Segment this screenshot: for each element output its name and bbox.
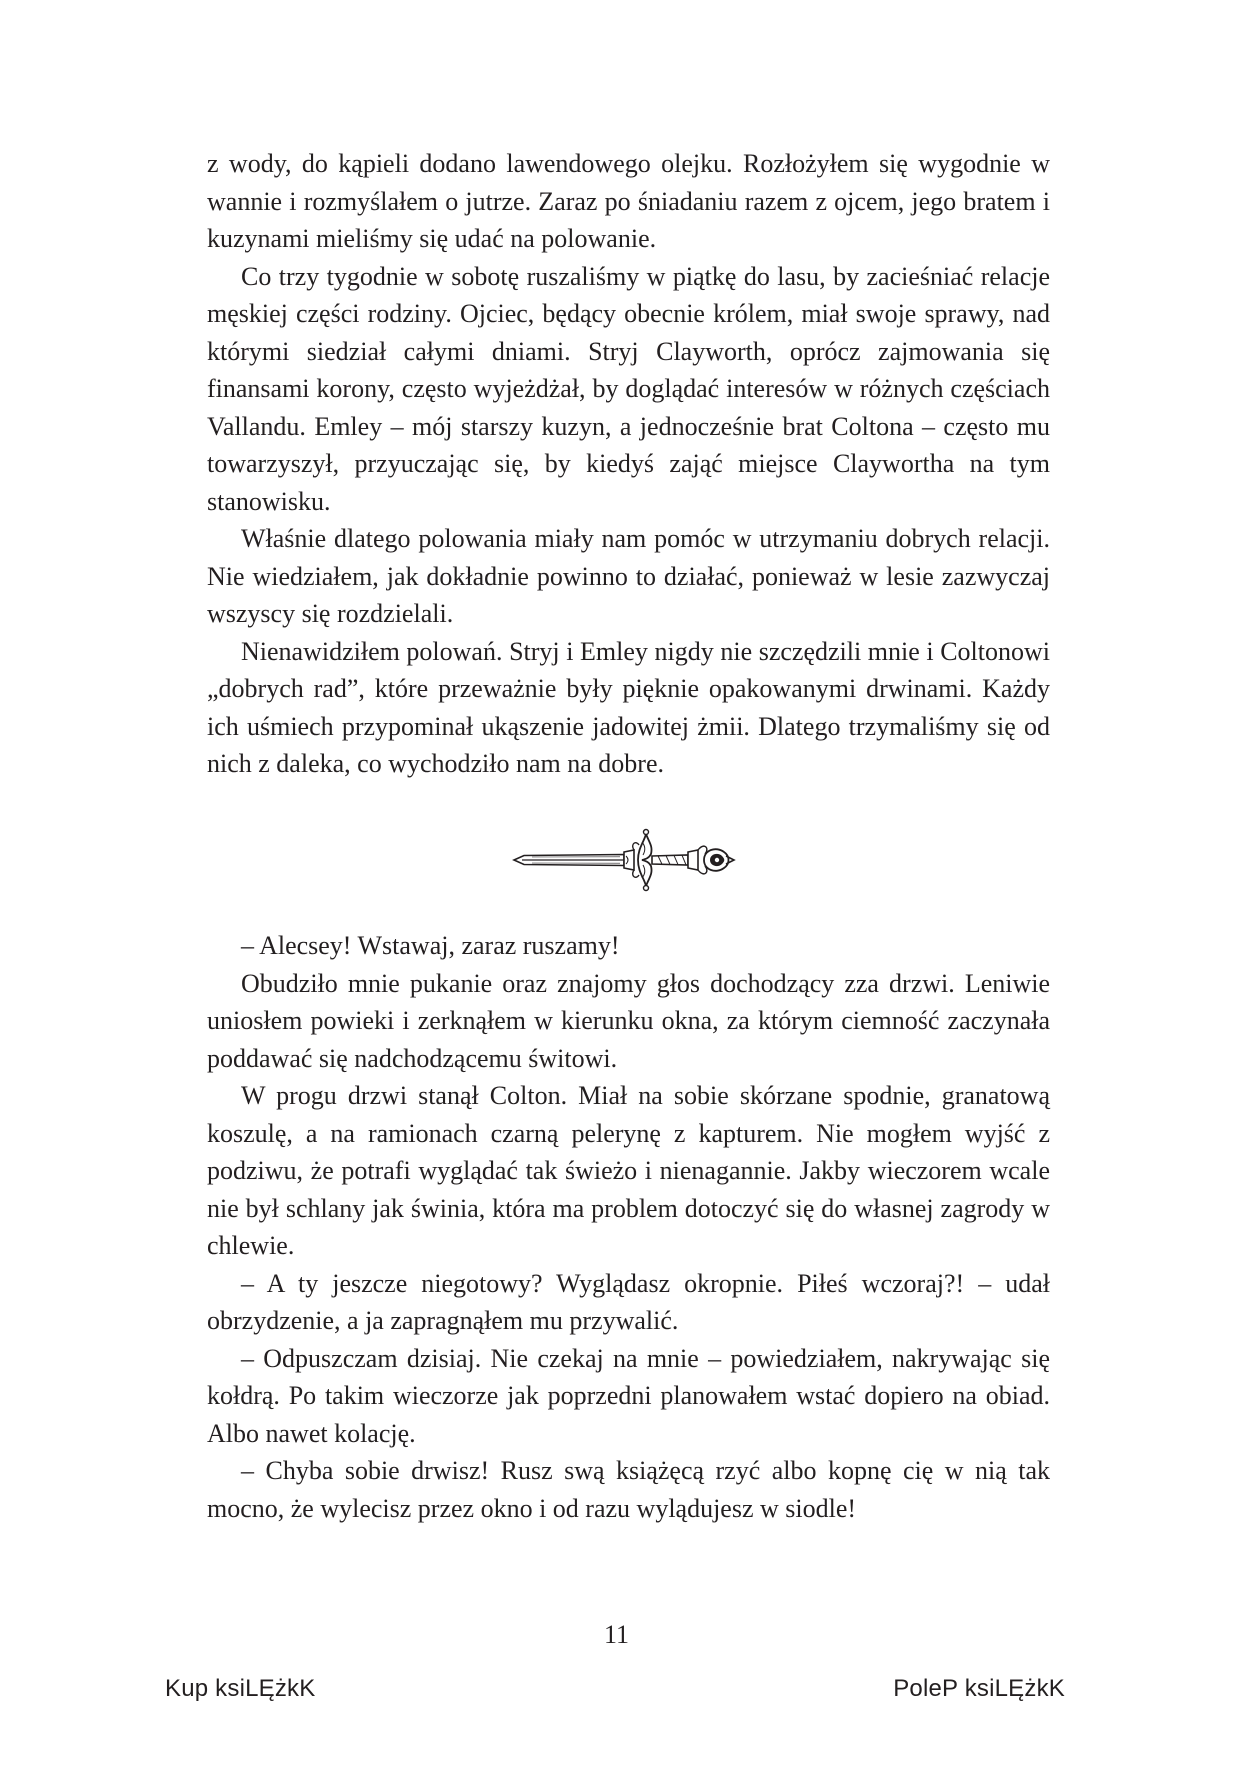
paragraph: Właśnie dlatego polowania miały nam pomóc w utrzymaniu dobrych relacji. Nie wiedziałem, jak dokładnie powinno to działać, ponieważ w lesie zazwyczaj wszyscy się rozdzielali. (207, 524, 1050, 628)
paragraph: W progu drzwi stanął Colton. Miał na sobie skórzane spodnie, granatową koszulę, a na ramionach czarną pelerynę z kapturem. Nie mogłem wyjść z podziwu, że potrafi wyglądać tak świeżo i nienagannie. Jakby wieczorem wcale nie był schlany jak świnia, która ma problem dotoczyć się do własnej zagrody w chlewie. (207, 1081, 1050, 1260)
buy-book-link[interactable]: Kup ksiLĘżkK (165, 1675, 316, 1702)
text-section-one (207, 145, 1050, 783)
recommend-book-link[interactable]: PoleP ksiLĘżkK (893, 1675, 1065, 1702)
page-number: 11 (603, 1620, 630, 1649)
sword-divider-icon (512, 828, 738, 892)
dialogue-line: – Alecsey! Wstawaj, zaraz ruszamy! (241, 931, 620, 960)
paragraph: Nienawidziłem polowań. Stryj i Emley nigdy nie szczędzili mnie i Coltonowi „dobrych rad”, które przeważnie były pięknie opakowanymi drwinami. Każdy ich uśmiech przypominał ukąszenie jadowitej żmii. Dlatego trzymaliśmy się od nich z daleka, co wychodziło nam na dobre. (207, 636, 1050, 778)
paragraph: z wody, do kąpieli dodano lawendowego olejku. Rozłożyłem się wygodnie w wannie i rozmyślałem o jutrze. Zaraz po śniadaniu razem z ojcem, jego bratem i kuzynami mieliśmy się udać na polowanie. (207, 149, 1050, 253)
dialogue-line: – Odpuszczam dzisiaj. Nie czekaj na mnie – powiedziałem, nakrywając się kołdrą. Po takim wieczorze jak poprzedni planowałem wstać dopiero na obiad. Albo nawet kolację. (207, 1343, 1050, 1448)
dialogue-line: – Chyba sobie drwisz! Rusz swą książęcą rzyć albo kopnę cię w nią tak mocno, że wylecisz przez okno i od razu wylądujesz w siodle! (207, 1456, 1050, 1523)
paragraph: Obudziło mnie pukanie oraz znajomy głos dochodzący zza drzwi. Leniwie uniosłem powieki i zerknąłem w kierunku okna, za którym ciemność zaczynała poddawać się nadchodzącemu świtowi. (207, 968, 1050, 1073)
paragraph: Co trzy tygodnie w sobotę ruszaliśmy w piątkę do lasu, by zacieśniać relacje męskiej części rodziny. Ojciec, będący obecnie królem, miał swoje sprawy, nad którymi siedział całymi dniami. Stryj Clayworth, oprócz zajmowania się finansami korony, często wyjeżdżał, by doglądać interesów w różnych częściach Vallandu. Emley – mój starszy kuzyn, a jednocześnie brat Coltona – często mu towarzyszył, przyuczając się, by kiedyś zająć miejsce Claywortha na tym stanowisku. (207, 261, 1050, 516)
text-section-two (207, 927, 1050, 1527)
dialogue-line: – A ty jeszcze niegotowy? Wyglądasz okropnie. Piłeś wczoraj?! – udał obrzydzenie, a ja zapragnąłem mu przywalić. (207, 1268, 1050, 1335)
